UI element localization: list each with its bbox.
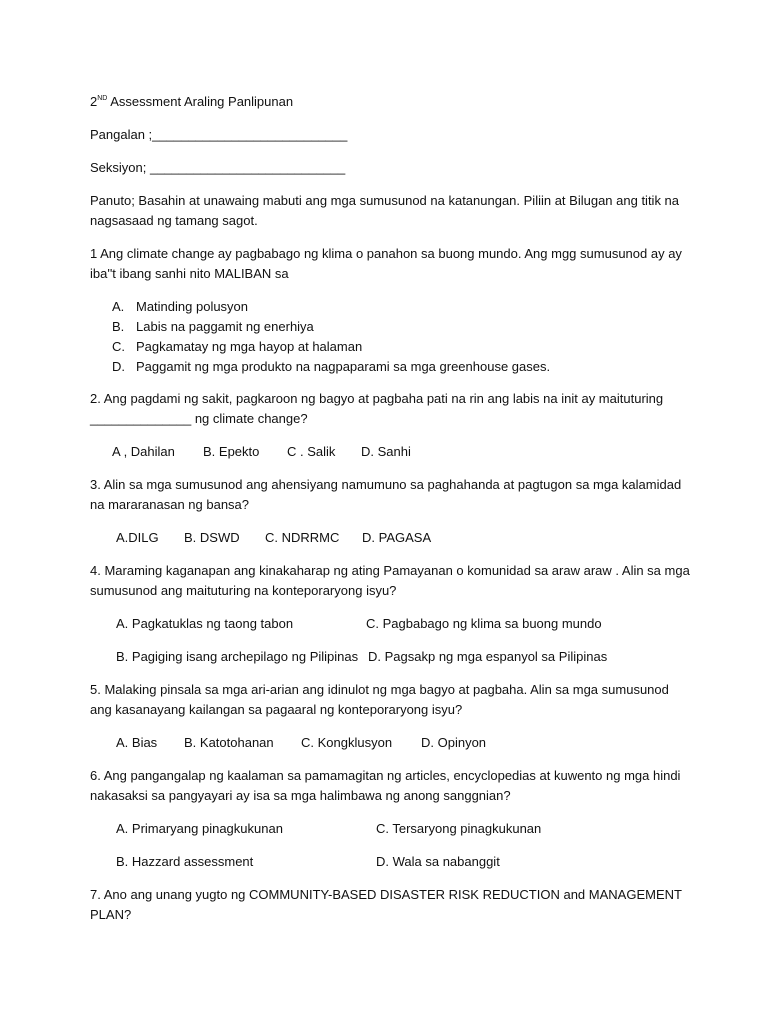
q1-option-b-letter: B. bbox=[112, 319, 125, 334]
q3-option-c: C. NDRRMC bbox=[265, 530, 340, 545]
q4-option-b: B. Pagiging isang archepilago ng Pilipinas bbox=[116, 649, 359, 664]
q1-option-b bbox=[112, 317, 314, 337]
q1-option-c-letter: C. bbox=[112, 339, 125, 354]
title-superscript: ND bbox=[97, 94, 108, 102]
q3-option-a: A.DILG bbox=[116, 530, 159, 545]
question-7: 7. Ano ang unang yugto ng COMMUNITY-BASED DISASTER RISK REDUCTION and MANAGEMENT PLAN? bbox=[90, 887, 682, 922]
question-1: 1 Ang climate change ay pagbabago ng klima o panahon sa buong mundo. Ang mgg sumusunod ay ay iba''t ibang sanhi nito MALIBAN sa bbox=[90, 246, 682, 281]
q5-option-d: D. Opinyon bbox=[421, 735, 487, 750]
q1-option-a bbox=[112, 297, 248, 317]
q2-option-d: D. Sanhi bbox=[361, 444, 411, 459]
question-3: 3. Alin sa mga sumusunod ang ahensiyang namumuno sa paghahanda at pagtugon sa mga kalamidad na mararanasan ng bansa? bbox=[90, 477, 682, 512]
q4-option-c: C. Pagbabago ng klima sa buong mundo bbox=[366, 616, 602, 631]
q5-option-a: A. Bias bbox=[116, 735, 158, 750]
q6-option-b: B. Hazzard assessment bbox=[116, 854, 254, 869]
q1-option-a-letter: A. bbox=[112, 299, 125, 314]
q1-option-b-text: Labis na paggamit ng enerhiya bbox=[136, 319, 314, 334]
question-2: 2. Ang pagdami ng sakit, pagkaroon ng bagyo at pagbaha pati na rin ang labis na init ay maituturing ______________ ng climate change? bbox=[90, 391, 664, 426]
q4-option-d: D. Pagsakp ng mga espanyol sa Pilipinas bbox=[368, 649, 608, 664]
q2-option-c: C . Salik bbox=[287, 444, 336, 459]
q1-option-c bbox=[112, 337, 362, 357]
section-field-label: Seksiyon; ___________________________ bbox=[90, 160, 346, 175]
title-number: 2 bbox=[90, 94, 98, 109]
q4-option-a: A. Pagkatuklas ng taong tabon bbox=[116, 616, 294, 631]
question-4: 4. Maraming kaganapan ang kinakaharap ng ating Pamayanan o komunidad sa araw araw . Alin sa mga sumusunod ang maituturing na konteporaryong isyu? bbox=[90, 563, 690, 598]
instructions: Panuto; Basahin at unawaing mabuti ang mga sumusunod na katanungan. Piliin at Bilugan ang titik na nagsasaad ng tamang sagot. bbox=[90, 193, 680, 228]
q1-option-d-letter: D. bbox=[112, 359, 125, 374]
page-title bbox=[90, 92, 293, 112]
q1-option-a-text: Matinding polusyon bbox=[136, 299, 249, 314]
q6-option-d: D. Wala sa nabanggit bbox=[376, 854, 500, 869]
q1-option-c-text: Pagkamatay ng mga hayop at halaman bbox=[136, 339, 363, 354]
name-field-label: Pangalan ;___________________________ bbox=[90, 127, 348, 142]
q6-option-a: A. Primaryang pinagkukunan bbox=[116, 821, 283, 836]
q1-option-d-text: Paggamit ng mga produkto na nagpaparami sa mga greenhouse gases. bbox=[136, 359, 551, 374]
q6-option-c: C. Tersaryong pinagkukunan bbox=[376, 821, 542, 836]
q3-option-d: D. PAGASA bbox=[362, 530, 432, 545]
question-5: 5. Malaking pinsala sa mga ari-arian ang idinulot ng mga bagyo at pagbaha. Alin sa mga sumusunod ang kasanayang kailangan sa pagaaral ng konteporaryong isyu? bbox=[90, 682, 669, 717]
q1-option-d bbox=[112, 357, 550, 377]
q2-option-b: B. Epekto bbox=[203, 444, 260, 459]
q3-option-b: B. DSWD bbox=[184, 530, 240, 545]
q5-option-b: B. Katotohanan bbox=[184, 735, 274, 750]
q2-option-a: A , Dahilan bbox=[112, 444, 175, 459]
question-6: 6. Ang pangangalap ng kaalaman sa pamamagitan ng articles, encyclopedias at kuwento ng mga hindi nakasaksi sa pangyayari ay isa sa mga halimbawa ng anong sanggnian? bbox=[90, 768, 681, 803]
title-text: Assessment Araling Panlipunan bbox=[107, 94, 294, 109]
q5-option-c: C. Kongklusyon bbox=[301, 735, 393, 750]
